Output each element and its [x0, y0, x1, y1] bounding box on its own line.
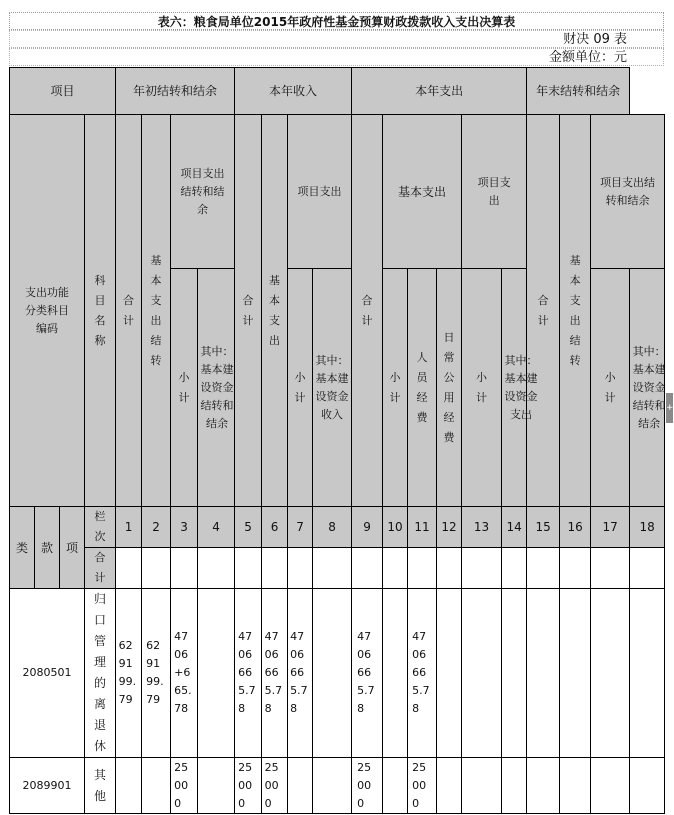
header-subtotal-13: 小计 — [462, 269, 502, 507]
header-item: 项目 — [10, 68, 116, 115]
cell-c11: 25000 — [408, 758, 437, 814]
cell-c13 — [462, 758, 502, 814]
table-row — [10, 758, 665, 814]
col-num: 3 — [171, 507, 198, 548]
row-code: 2089901 — [10, 758, 85, 814]
col-num: 10 — [383, 507, 408, 548]
header-func-code — [10, 115, 85, 507]
cell-c7 — [288, 758, 313, 814]
header-project-carry-out: 项目支出结转和结余 — [591, 115, 665, 269]
col-num: 8 — [313, 507, 352, 548]
header-kuan: 款 — [35, 507, 60, 589]
cell-c8 — [313, 589, 352, 758]
table-row — [10, 589, 665, 758]
header-carry-in-total: 合计 — [116, 115, 142, 507]
side-scroll-handle[interactable]: + — [666, 393, 673, 423]
cell-c6: 25000 — [262, 758, 288, 814]
header-subtotal-17: 小计 — [591, 269, 630, 507]
header-lanci: 栏次 — [85, 507, 116, 548]
cell-c11: 4706665.78 — [408, 589, 437, 758]
col-num: 16 — [560, 507, 591, 548]
cell-c1: 629199.79 — [116, 589, 142, 758]
cell-c2: 629199.79 — [142, 589, 171, 758]
cell-c15 — [527, 758, 560, 814]
cell-c4 — [198, 758, 235, 814]
cell-c18 — [630, 589, 665, 758]
header-carry-out-total: 合计 — [527, 115, 560, 507]
col-num: 17 — [591, 507, 630, 548]
cell-c3: 25000 — [171, 758, 198, 814]
row-subject-name: 其他 — [85, 758, 116, 814]
header-capital-carry-out: 其中：基本建设资金结转和结余 — [630, 269, 665, 507]
header-lei: 类 — [10, 507, 35, 589]
header-income-total: 合计 — [235, 115, 262, 507]
cell-c14 — [502, 589, 527, 758]
cell-c7: 4706665.78 — [288, 589, 313, 758]
header-basic-exp: 基本支出 — [383, 115, 462, 269]
header-expense: 本年支出 — [352, 68, 527, 115]
header-capital-carry: 其中：基本建设资金结转和结余 — [198, 269, 235, 507]
header-subtotal-10: 小计 — [383, 269, 408, 507]
cell-c13 — [462, 589, 502, 758]
col-num: 11 — [408, 507, 437, 548]
header-carry-in: 年初结转和结余 — [116, 68, 235, 115]
header-carry-out: 年末结转和结余 — [527, 68, 630, 115]
cell-c4 — [198, 589, 235, 758]
cell-c6: 4706665.78 — [262, 589, 288, 758]
cell-c8 — [313, 758, 352, 814]
cell-c5: 4706665.78 — [235, 589, 262, 758]
form-number: 财决 09 表 — [9, 30, 664, 48]
func-code-label: 支出功能分类科目编码 — [25, 285, 69, 335]
row-code: 2080501 — [10, 589, 85, 758]
cell-c5: 25000 — [235, 758, 262, 814]
col-num: 13 — [462, 507, 502, 548]
budget-table — [9, 67, 665, 814]
header-personnel: 人员经费 — [408, 269, 437, 507]
header-subtotal-7: 小计 — [288, 269, 313, 507]
header-project-exp: 项目支出 — [462, 115, 527, 269]
col-num: 4 — [198, 507, 235, 548]
header-public-use: 日常公用经费 — [437, 269, 462, 507]
cell-c1 — [116, 758, 142, 814]
col-num: 1 — [116, 507, 142, 548]
cell-c14 — [502, 758, 527, 814]
row-subject-name: 归口管理的离退休 — [85, 589, 116, 758]
cell-c17 — [591, 758, 630, 814]
cell-c3: 4706+665.78 — [171, 589, 198, 758]
cell-c16 — [560, 589, 591, 758]
cell-c10 — [383, 589, 408, 758]
cell-c2 — [142, 758, 171, 814]
cell-c12 — [437, 758, 462, 814]
header-project-income: 项目支出 — [288, 115, 352, 269]
col-num: 7 — [288, 507, 313, 548]
header-expense-total: 合计 — [352, 115, 383, 507]
header-basic-income: 基本支出 — [262, 115, 288, 507]
col-num: 5 — [235, 507, 262, 548]
col-num: 15 — [527, 507, 560, 548]
col-num: 9 — [352, 507, 383, 548]
cell-c15 — [527, 589, 560, 758]
header-capital-income: 其中：基本建设资金收入 — [313, 269, 352, 507]
cell-c17 — [591, 589, 630, 758]
header-subject-name — [85, 115, 116, 507]
header-subtotal-3: 小计 — [171, 269, 198, 507]
cell-c9: 4706665.78 — [352, 589, 383, 758]
row-total-label: 合计 — [85, 548, 116, 589]
col-num: 18 — [630, 507, 665, 548]
col-num: 2 — [142, 507, 171, 548]
subject-name-label: 科目名称 — [94, 273, 106, 347]
cell-c9: 25000 — [352, 758, 383, 814]
header-basic-carry: 基本支出结转 — [142, 115, 171, 507]
col-num: 6 — [262, 507, 288, 548]
header-income: 本年收入 — [235, 68, 352, 115]
col-num: 12 — [437, 507, 462, 548]
table-title: 表六：粮食局单位2015年政府性基金预算财政拨款收入支出决算表 — [9, 12, 664, 30]
header-project-carry: 项目支出结转和结余 — [171, 115, 235, 269]
header-xiang: 项 — [60, 507, 85, 589]
header-basic-carry-out: 基本支出结转 — [560, 115, 591, 507]
cell-c10 — [383, 758, 408, 814]
header-capital-exp: 其中：基本建设资金支出 — [502, 269, 527, 507]
cell-c16 — [560, 758, 591, 814]
amount-unit: 金额单位：元 — [9, 48, 664, 66]
cell-c12 — [437, 589, 462, 758]
col-num: 14 — [502, 507, 527, 548]
cell-c18 — [630, 758, 665, 814]
